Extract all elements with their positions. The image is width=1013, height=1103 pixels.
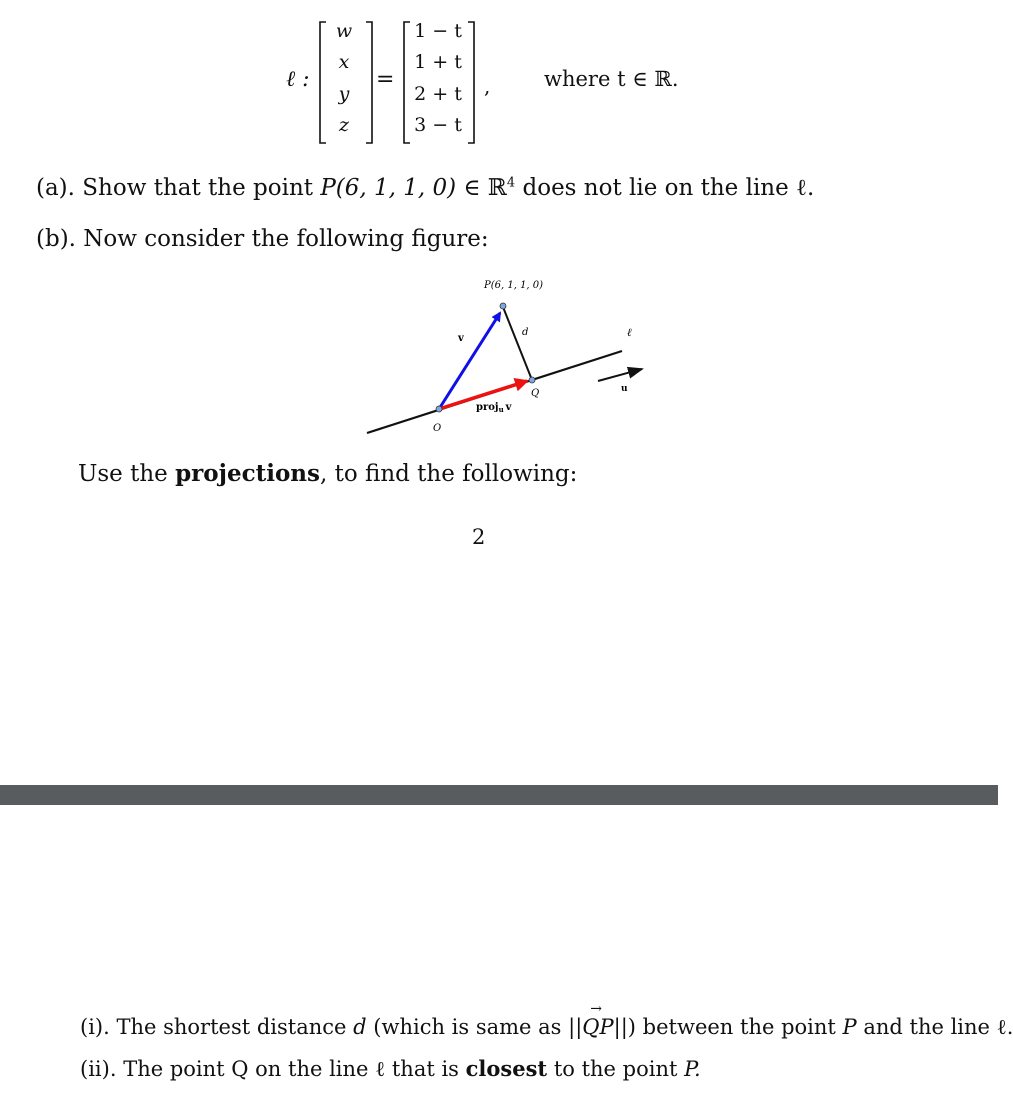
vector-right-2: 1 + t (414, 51, 462, 73)
vector-left-z: z (338, 114, 349, 136)
label-proj (476, 402, 513, 414)
segment-d (503, 307, 532, 380)
item-ii-label: (ii). (80, 1057, 117, 1081)
point-p (500, 303, 506, 309)
part-a (36, 175, 814, 201)
item-i-t4: and the line ℓ. (863, 1015, 1013, 1039)
instruction (78, 460, 577, 487)
item-i-p: P (842, 1015, 857, 1039)
part-a-label: (a). (36, 175, 75, 201)
line-symbol: ℓ : (286, 67, 310, 92)
part-a-point: P(6, 1, 1, 0) (320, 175, 457, 201)
label-o: O (433, 423, 442, 434)
label-d: d (522, 327, 529, 338)
label-proj-sub: u (498, 405, 504, 414)
vector-right-1: 1 − t (414, 20, 462, 42)
vector-left-y: y (338, 83, 350, 105)
label-v: v (458, 333, 464, 344)
label-l: ℓ (627, 326, 632, 339)
label-proj-word: proj (476, 402, 499, 413)
part-a-text-before: Show that the point (82, 175, 313, 201)
part-a-member: ∈ ℝ (463, 175, 507, 201)
item-i-label: (i). (80, 1015, 110, 1039)
label-u: u (621, 384, 628, 394)
vector-arrow-icon: → (590, 1001, 603, 1017)
vector-left-x: x (338, 51, 350, 73)
equals-sign: = (376, 67, 395, 92)
instruction-after: , to find the following: (319, 461, 578, 487)
page-separator (0, 785, 998, 805)
item-i-t3: ||) between the point (613, 1015, 836, 1039)
item-i-t2: (which is same as || (373, 1015, 583, 1039)
item-ii (80, 1056, 701, 1082)
item-ii-bold: closest (465, 1056, 548, 1081)
instruction-before: Use the (78, 461, 168, 487)
vector-right-4: 3 − t (414, 114, 462, 136)
label-q: Q (531, 388, 540, 399)
page-2 (0, 805, 1013, 1103)
part-a-text-after: does not lie on the line ℓ. (522, 175, 815, 201)
item-ii-t2: to the point (553, 1057, 678, 1081)
part-a-exponent: 4 (506, 175, 516, 191)
item-i (80, 1001, 1013, 1040)
label-p: P(6, 1, 1, 0) (484, 280, 544, 291)
point-o (436, 406, 442, 412)
vector-left-w: w (335, 20, 353, 42)
item-i-t1: The shortest distance (116, 1015, 347, 1039)
item-i-vec-text: QP (582, 1015, 614, 1039)
vector-v (439, 313, 500, 409)
vector-u (598, 369, 642, 381)
item-ii-t1: The point Q on the line ℓ that is (123, 1057, 459, 1081)
part-b-text: Now consider the following figure: (83, 226, 489, 252)
vector-right-3: 2 + t (414, 83, 462, 105)
projection-figure (340, 265, 660, 445)
item-ii-p: P. (684, 1057, 701, 1081)
page-number: 2 (472, 525, 486, 549)
label-proj-v: v (505, 402, 512, 413)
part-b-label: (b). (36, 226, 76, 252)
equation-comma: , (484, 74, 491, 98)
condition-text: where t ∈ ℝ. (544, 67, 679, 91)
part-b (36, 226, 489, 252)
item-i-vec (582, 1001, 614, 1039)
point-q (529, 377, 535, 383)
instruction-bold: projections (175, 460, 320, 487)
item-i-var: d (353, 1015, 367, 1039)
